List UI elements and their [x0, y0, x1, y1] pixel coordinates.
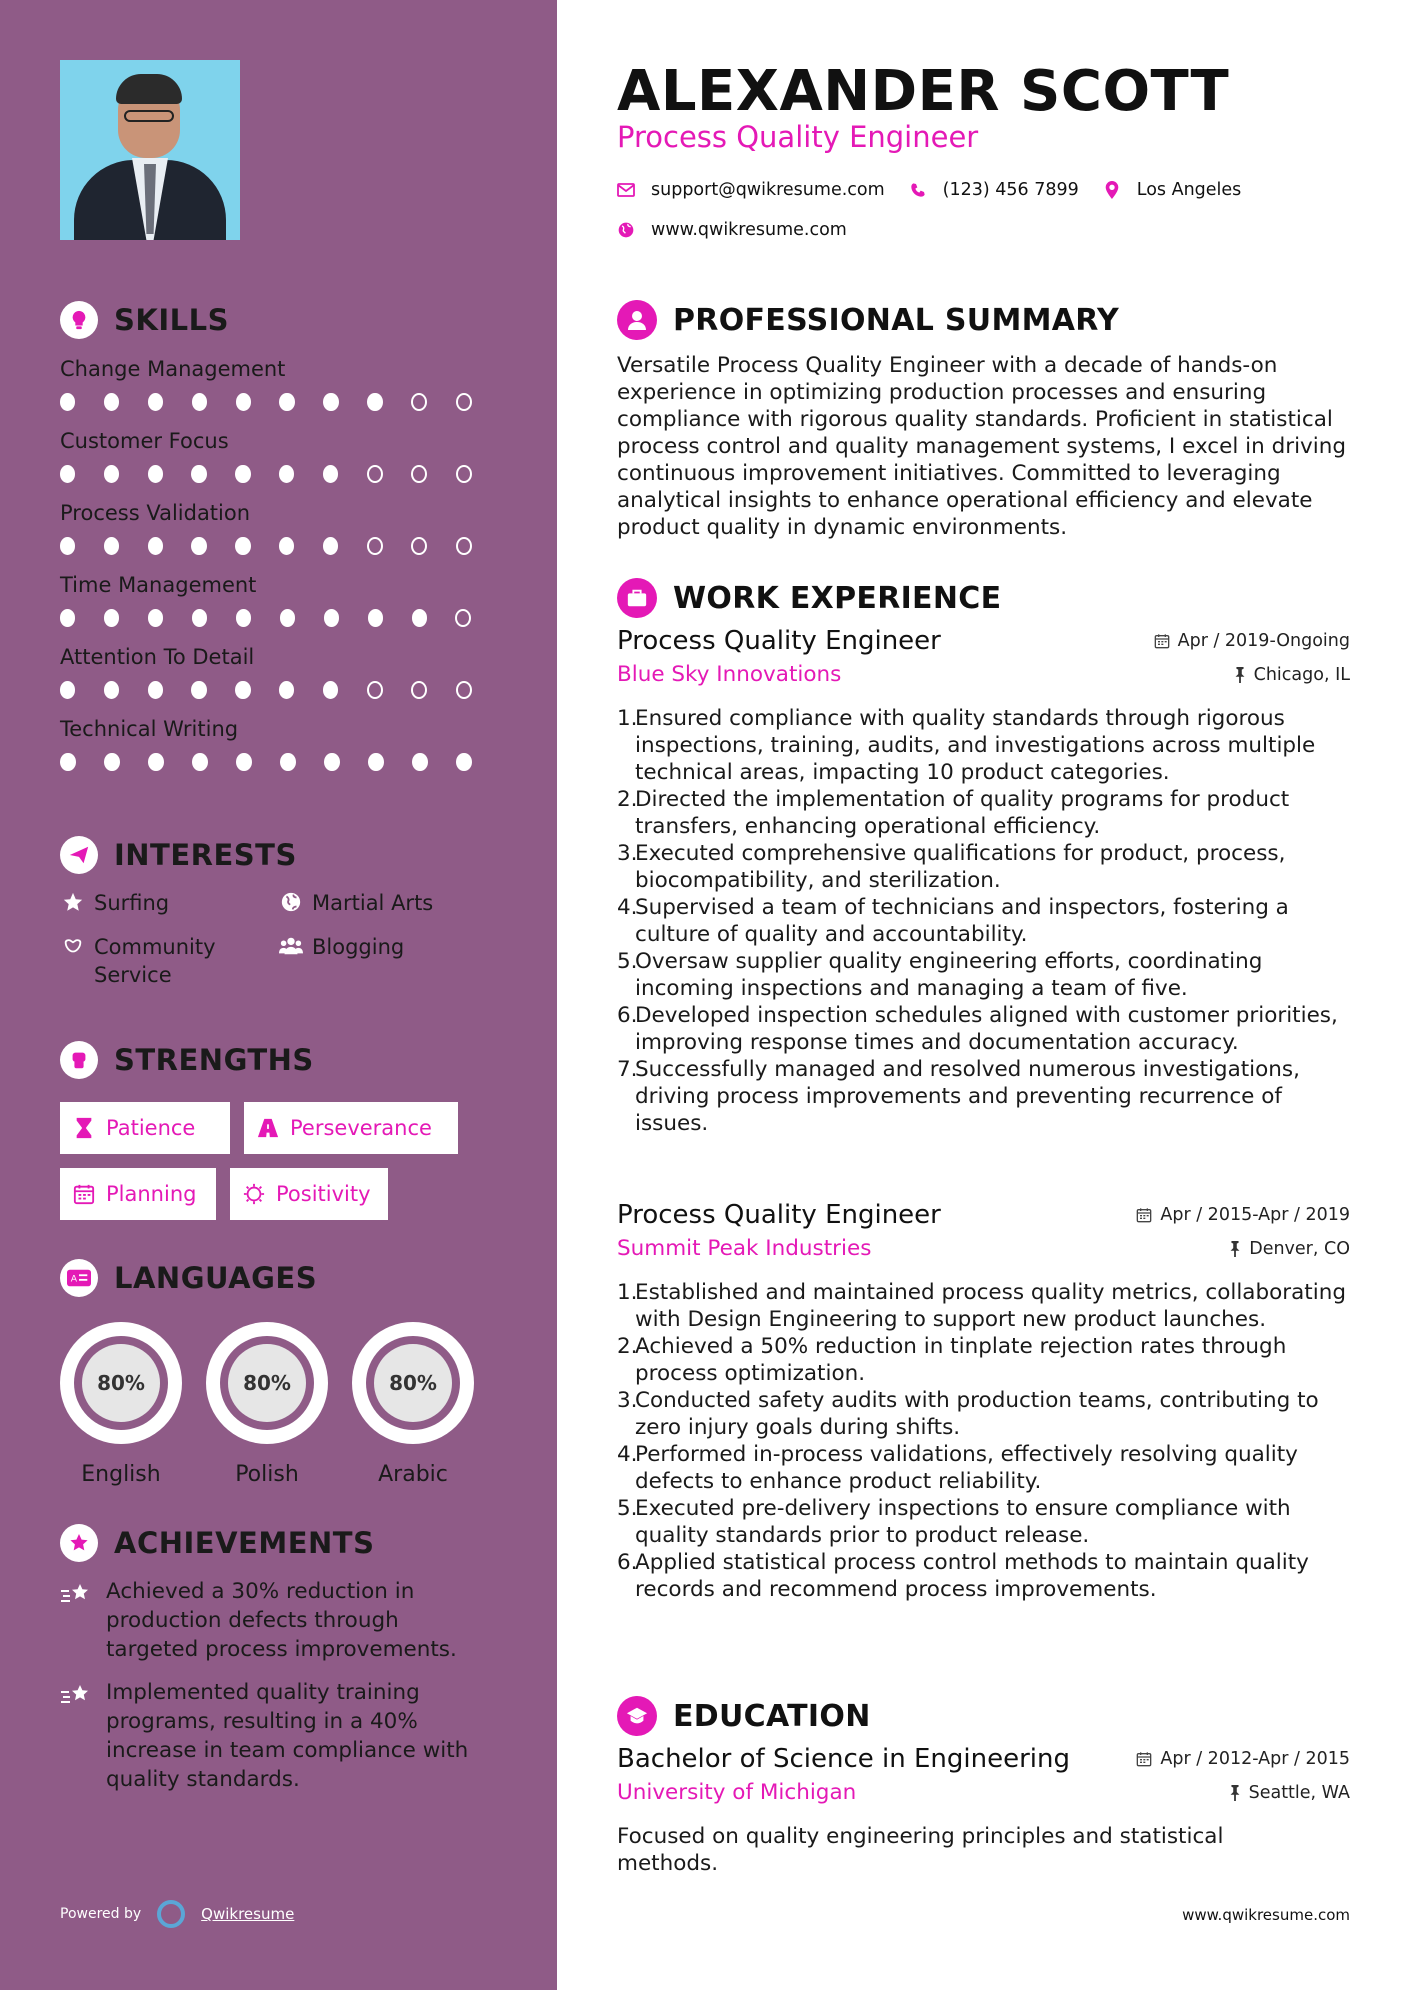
- email-link[interactable]: support@qwikresume.com: [651, 180, 885, 200]
- rating-dot-filled: [60, 753, 76, 771]
- skill-rating: [60, 608, 500, 628]
- users-icon: [278, 933, 304, 959]
- bullet-number: 1.: [617, 706, 638, 731]
- degree-title: Bachelor of Science in Engineering: [617, 1744, 1070, 1774]
- job-location: [1229, 1239, 1350, 1259]
- languages-title: LANGUAGES: [114, 1261, 318, 1295]
- job-bullet: [617, 1056, 1350, 1137]
- strength-badge: [244, 1102, 458, 1154]
- skill-name: Change Management: [60, 357, 286, 381]
- job-bullet: [617, 786, 1350, 840]
- rating-dot-filled: [60, 393, 75, 411]
- strength-label: Positivity: [276, 1182, 371, 1206]
- website-link[interactable]: www.qwikresume.com: [651, 220, 847, 240]
- candidate-role: Process Quality Engineer: [617, 120, 979, 154]
- bullet-number: 5.: [617, 949, 638, 974]
- bullet-number: 4.: [617, 1442, 638, 1467]
- strength-label: Perseverance: [290, 1116, 432, 1140]
- education-description: Focused on quality engineering principles and statistical methods.: [617, 1824, 1224, 1876]
- powered-by: [60, 1900, 294, 1928]
- road-icon: [256, 1116, 280, 1140]
- education-location: [1229, 1783, 1350, 1803]
- rating-dot-filled: [235, 681, 250, 699]
- skill-name: Attention To Detail: [60, 645, 255, 669]
- skill-rating: [60, 392, 500, 412]
- bullet-text: Executed pre-delivery inspections to ensure compliance with quality standards prior to product release.: [635, 1496, 1291, 1548]
- skill-item: [60, 714, 500, 772]
- interests-list: [60, 889, 500, 989]
- bullet-number: 2.: [617, 787, 638, 812]
- pin-icon: [1229, 1785, 1241, 1801]
- job-bullet: [617, 1279, 1350, 1333]
- rating-dot-filled: [148, 537, 163, 555]
- language-name: English: [81, 1462, 161, 1487]
- rating-dot-empty: [411, 681, 427, 699]
- rating-dot-filled: [60, 609, 75, 627]
- candidate-name: ALEXANDER SCOTT: [617, 59, 1230, 124]
- job-location-text: Denver, CO: [1249, 1238, 1350, 1259]
- language-ring: [352, 1322, 474, 1444]
- rating-dot-filled: [192, 753, 208, 771]
- interest-label: Blogging: [312, 935, 405, 959]
- location-pin-icon: [1103, 181, 1121, 199]
- achievements-title: ACHIEVEMENTS: [114, 1526, 375, 1560]
- rating-dot-filled: [192, 393, 207, 411]
- footer-url[interactable]: www.qwikresume.com: [1182, 1906, 1350, 1924]
- phone-icon: [909, 181, 927, 199]
- job-bullet: [617, 948, 1350, 1002]
- rating-dot-empty: [456, 465, 472, 483]
- bullet-number: 6.: [617, 1550, 638, 1575]
- lightbulb-icon: [60, 301, 98, 339]
- bullet-text: Directed the implementation of quality programs for product transfers, enhancing operational efficiency.: [635, 787, 1290, 839]
- skills-title: SKILLS: [114, 303, 229, 337]
- rating-dot-empty: [411, 537, 427, 555]
- bullet-text: Applied statistical process control methods to maintain quality records and recommend process improvements.: [635, 1550, 1309, 1602]
- languages-list: [60, 1322, 500, 1487]
- medal-icon: [60, 1524, 98, 1562]
- calendar-icon: [72, 1182, 96, 1206]
- briefcase-icon: [617, 578, 657, 618]
- skill-item: [60, 426, 500, 484]
- rating-dot-filled: [367, 393, 382, 411]
- skill-item: [60, 570, 500, 628]
- bullet-number: 4.: [617, 895, 638, 920]
- rating-dot-filled: [323, 681, 338, 699]
- strength-badge: [60, 1102, 230, 1154]
- rating-dot-filled: [280, 609, 295, 627]
- rating-dot-empty: [455, 609, 471, 627]
- rating-dot-filled: [323, 393, 338, 411]
- bullet-text: Established and maintained process quality metrics, collaborating with Design Engineering to support new product launches.: [635, 1280, 1346, 1332]
- rating-dot-filled: [324, 609, 339, 627]
- job-bullets: [617, 705, 1350, 1137]
- rating-dot-filled: [235, 465, 250, 483]
- experience-title: WORK EXPERIENCE: [673, 580, 1002, 616]
- education-entry: [617, 1744, 1350, 1877]
- svg-text:A: A: [70, 1273, 78, 1285]
- education-date-text: Apr / 2012-Apr / 2015: [1160, 1749, 1350, 1769]
- bullet-text: Executed comprehensive qualifications for product, process, biocompatibility, and sterilization.: [635, 841, 1286, 893]
- mail-icon: [617, 181, 635, 199]
- rating-dot-filled: [104, 609, 119, 627]
- rating-dot-empty: [367, 681, 383, 699]
- rating-dot-filled: [412, 609, 427, 627]
- rating-dot-filled: [412, 753, 428, 771]
- rating-dot-filled: [148, 609, 163, 627]
- pin-icon: [1234, 667, 1246, 683]
- rating-dot-filled: [323, 465, 338, 483]
- bullet-number: 3.: [617, 841, 638, 866]
- calendar-icon: [1136, 1207, 1152, 1223]
- job-title: Process Quality Engineer: [617, 1200, 941, 1230]
- bullet-number: 2.: [617, 1334, 638, 1359]
- job-date-text: Apr / 2019-Ongoing: [1177, 631, 1350, 651]
- language-percent: 80%: [228, 1344, 306, 1422]
- interest-label: Community Service: [94, 935, 216, 987]
- pin-icon: [1229, 1241, 1241, 1257]
- rating-dot-filled: [324, 753, 340, 771]
- bullet-number: 5.: [617, 1496, 638, 1521]
- job-bullet: [617, 1495, 1350, 1549]
- rating-dot-empty: [456, 393, 472, 411]
- translate-icon: [60, 1259, 98, 1297]
- rating-dot-filled: [235, 537, 250, 555]
- globe-icon: [617, 221, 635, 239]
- job-entry: [617, 626, 1350, 1137]
- fist-icon: [60, 1041, 98, 1079]
- language-percent: 80%: [82, 1344, 160, 1422]
- shooting-star-icon: [60, 1577, 94, 1664]
- rating-dot-empty: [411, 465, 427, 483]
- skill-rating: [60, 680, 500, 700]
- bullet-text: Developed inspection schedules aligned with customer priorities, improving response times and documentation accuracy.: [635, 1003, 1338, 1055]
- job-date-text: Apr / 2015-Apr / 2019: [1160, 1205, 1350, 1225]
- skills-section: [60, 300, 500, 772]
- rating-dot-filled: [236, 393, 251, 411]
- rating-dot-filled: [104, 753, 120, 771]
- interest-label: Martial Arts: [312, 891, 434, 915]
- rating-dot-filled: [191, 465, 206, 483]
- strength-label: Patience: [106, 1116, 196, 1140]
- bullet-text: Ensured compliance with quality standards through rigorous inspections, training, audits, and investigations across multiple technical areas, impacting 10 product categories.: [635, 706, 1316, 785]
- achievement-item: [60, 1577, 500, 1664]
- job-bullet: [617, 1333, 1350, 1387]
- language-name: Polish: [235, 1462, 299, 1487]
- achievement-text: Achieved a 30% reduction in production defects through targeted process improvements.: [106, 1579, 457, 1662]
- bullet-text: Performed in-process validations, effectively resolving quality defects to enhance product reliability.: [635, 1442, 1298, 1494]
- language-ring: [60, 1322, 182, 1444]
- summary-title: PROFESSIONAL SUMMARY: [673, 302, 1120, 338]
- language-name: Arabic: [378, 1462, 448, 1487]
- achievements-section: [60, 1523, 500, 1794]
- job-bullets: [617, 1279, 1350, 1603]
- rating-dot-filled: [60, 537, 75, 555]
- rating-dot-filled: [60, 681, 75, 699]
- website-row: [617, 220, 871, 240]
- rating-dot-filled: [104, 393, 119, 411]
- brand-link[interactable]: Qwikresume: [201, 1905, 295, 1923]
- rating-dot-filled: [279, 393, 294, 411]
- bullet-text: Conducted safety audits with production teams, contributing to zero injury goals during shifts.: [635, 1388, 1319, 1440]
- rating-dot-filled: [104, 681, 119, 699]
- job-bullet: [617, 840, 1350, 894]
- contact-row: [617, 180, 1265, 200]
- qwikresume-logo-icon: [157, 1900, 185, 1928]
- experience-heading: [617, 576, 1001, 620]
- achievement-text: Implemented quality training programs, resulting in a 40% increase in team compliance with quality standards.: [106, 1680, 469, 1792]
- rating-dot-filled: [148, 393, 163, 411]
- rating-dot-filled: [191, 537, 206, 555]
- strengths-section: [60, 1040, 500, 1220]
- school-name: University of Michigan: [617, 1780, 857, 1805]
- user-icon: [617, 300, 657, 340]
- skill-name: Technical Writing: [60, 717, 239, 741]
- profile-photo: [60, 60, 240, 240]
- job-bullet: [617, 894, 1350, 948]
- bullet-number: 3.: [617, 1388, 638, 1413]
- interest-label: Surfing: [94, 891, 170, 915]
- skill-rating: [60, 464, 500, 484]
- skill-name: Customer Focus: [60, 429, 229, 453]
- bullet-text: Achieved a 50% reduction in tinplate rejection rates through process optimization.: [635, 1334, 1287, 1386]
- skill-rating: [60, 536, 500, 556]
- interest-item: [60, 933, 278, 989]
- calendar-icon: [1154, 633, 1170, 649]
- interest-item: [278, 889, 478, 917]
- rating-dot-filled: [279, 465, 294, 483]
- job-entry: [617, 1200, 1350, 1603]
- interest-item: [278, 933, 478, 989]
- language-ring: [206, 1322, 328, 1444]
- rating-dot-filled: [148, 681, 163, 699]
- job-bullet: [617, 705, 1350, 786]
- summary-text: Versatile Process Quality Engineer with a decade of hands-on experience in optimizing production processes and ensuring compliance with rigorous quality standards. Proficient in statistical process control and quality management systems, I excel in driving continuous improvement initiatives. Committed to leveraging analytical insights to enhance operational efficiency and elevate product quality in dynamic environments.: [617, 353, 1347, 540]
- bullet-text: Supervised a team of technicians and inspectors, fostering a culture of quality and accountability.: [635, 895, 1289, 947]
- rating-dot-empty: [367, 537, 383, 555]
- rating-dot-filled: [192, 609, 207, 627]
- interests-section: [60, 835, 500, 989]
- rating-dot-filled: [60, 465, 75, 483]
- rating-dot-empty: [456, 681, 472, 699]
- job-company: Summit Peak Industries: [617, 1236, 872, 1261]
- skill-item: [60, 498, 500, 556]
- paper-plane-icon: [60, 836, 98, 874]
- rating-dot-filled: [148, 465, 163, 483]
- bullet-number: 6.: [617, 1003, 638, 1028]
- achievement-item: [60, 1678, 500, 1794]
- rating-dot-filled: [148, 753, 164, 771]
- rating-dot-filled: [279, 537, 294, 555]
- job-title: Process Quality Engineer: [617, 626, 941, 656]
- language-item: [60, 1322, 182, 1487]
- bullet-text: Oversaw supplier quality engineering efforts, coordinating incoming inspections and managing a team of five.: [635, 949, 1263, 1001]
- language-item: [352, 1322, 474, 1487]
- shooting-star-icon: [60, 1678, 94, 1794]
- rating-dot-filled: [279, 681, 294, 699]
- rating-dot-filled: [456, 753, 472, 771]
- calendar-icon: [1136, 1751, 1152, 1767]
- interest-item: [60, 889, 278, 917]
- graduation-icon: [617, 1696, 657, 1736]
- powered-by-label: Powered by: [60, 1906, 142, 1922]
- location-text: Los Angeles: [1136, 180, 1242, 200]
- skill-name: Time Management: [60, 573, 257, 597]
- rating-dot-filled: [323, 537, 338, 555]
- bullet-number: 7.: [617, 1057, 638, 1082]
- skill-item: [60, 354, 500, 412]
- job-bullet: [617, 1002, 1350, 1056]
- bullet-text: Successfully managed and resolved numerous investigations, driving process improvements and preventing recurrence of issues.: [635, 1057, 1300, 1136]
- bullet-number: 1.: [617, 1280, 638, 1305]
- rating-dot-filled: [368, 609, 383, 627]
- job-bullet: [617, 1549, 1350, 1603]
- education-title: EDUCATION: [673, 1698, 871, 1734]
- skill-rating: [60, 752, 500, 772]
- strength-badge: [230, 1168, 388, 1220]
- rating-dot-filled: [104, 465, 119, 483]
- hand-icon: [60, 933, 86, 959]
- rating-dot-filled: [191, 681, 206, 699]
- rating-dot-filled: [368, 753, 384, 771]
- job-company: Blue Sky Innovations: [617, 662, 842, 687]
- strength-badge: [60, 1168, 216, 1220]
- interests-title: INTERESTS: [114, 838, 297, 872]
- rating-dot-empty: [411, 393, 427, 411]
- language-item: [206, 1322, 328, 1487]
- rating-dot-empty: [456, 537, 472, 555]
- star-icon: [60, 889, 86, 915]
- hourglass-icon: [72, 1116, 96, 1140]
- rating-dot-empty: [367, 465, 383, 483]
- sun-icon: [242, 1182, 266, 1206]
- phone-number[interactable]: (123) 456 7899: [942, 180, 1079, 200]
- strengths-list: [60, 1102, 480, 1220]
- rating-dot-filled: [104, 537, 119, 555]
- strengths-title: STRENGTHS: [114, 1043, 314, 1077]
- education-location-text: Seattle, WA: [1248, 1782, 1350, 1803]
- rating-dot-filled: [280, 753, 296, 771]
- job-location: [1234, 665, 1350, 685]
- job-date: [1154, 631, 1350, 651]
- language-percent: 80%: [374, 1344, 452, 1422]
- rating-dot-filled: [236, 609, 251, 627]
- summary-heading: [617, 298, 1119, 342]
- skill-name: Process Validation: [60, 501, 251, 525]
- rating-dot-filled: [236, 753, 252, 771]
- job-bullet: [617, 1387, 1350, 1441]
- job-location-text: Chicago, IL: [1253, 664, 1350, 685]
- strength-label: Planning: [106, 1182, 197, 1206]
- education-heading: [617, 1694, 871, 1738]
- languages-section: [60, 1258, 500, 1487]
- job-date: [1136, 1205, 1350, 1225]
- skill-item: [60, 642, 500, 700]
- education-date: [1136, 1749, 1350, 1769]
- globe-icon: [278, 889, 304, 915]
- job-bullet: [617, 1441, 1350, 1495]
